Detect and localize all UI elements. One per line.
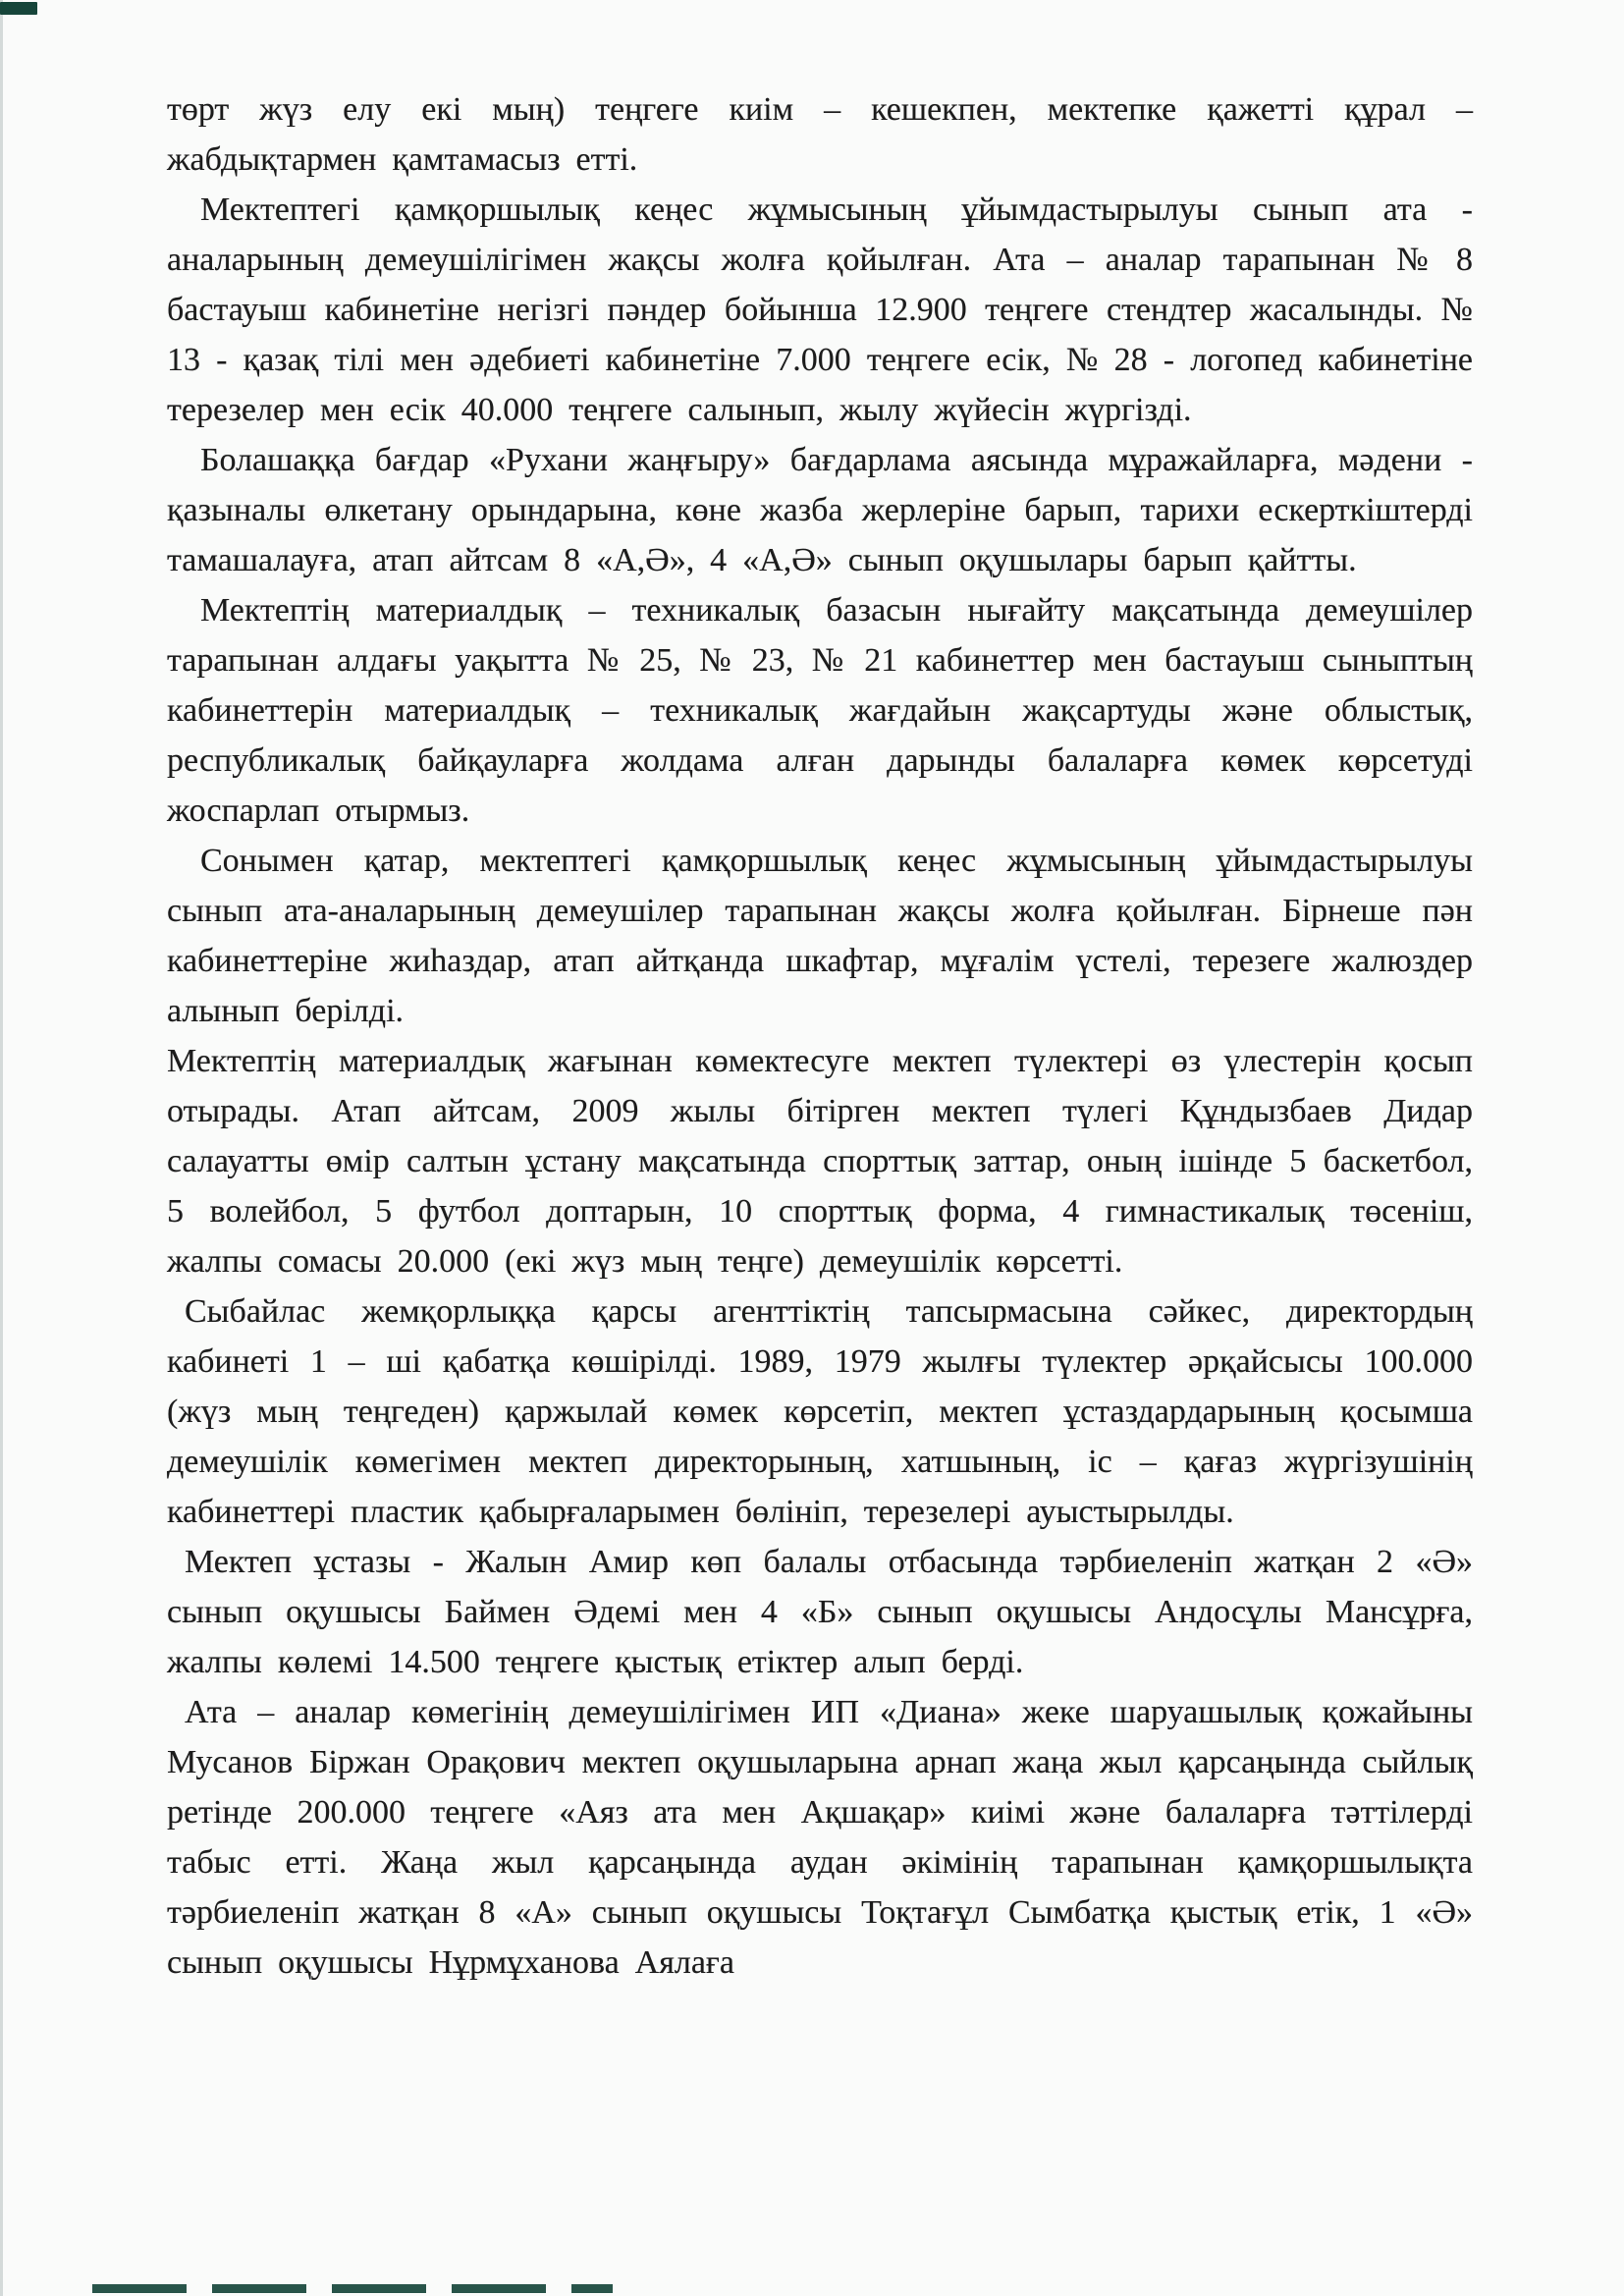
paragraph: Мектептегі қамқоршылық кеңес жұмысының ұйымдастырылуы сынып ата - аналарының демеушілігімен жақсы жолға қойылған. Ата – аналар тарапынан № 8 бастауыш кабинетіне негізгі пәндер бойынша 12.900 теңгеге стендтер жасалынды. № 13 - қазақ тілі мен әдебиеті кабинетіне 7.000 теңгеге есік, № 28 - логопед кабинетіне терезелер мен есік 40.000 теңгеге салынып, жылу жүйесін жүргізді. [167, 191, 1473, 428]
paragraph: Ата – аналар көмегінің демеушілігімен ИП «Диана» жеке шаруашылық қожайыны Мусанов Біржан Орақович мектеп оқушыларына арнап жаңа жыл қарсаңында сыйлық ретінде 200.000 теңгеге «Аяз ата мен Ақшақар» киімі және балаларға тәттілерді табыс етті. Жаңа жыл қарсаңында аудан әкімінің тарапынан қамқоршылықта тәрбиеленіп жатқан 8 «А» сынып оқушысы Тоқтағұл Сымбатқа қыстық етік, 1 «Ә» сынып оқушысы Нұрмұханова Аялаға [167, 1694, 1473, 1981]
paragraph: Болашаққа бағдар «Рухани жаңғыру» бағдарлама аясында мұражайларға, мәдени - қазыналы өлкетану орындарына, көне жазба жерлеріне барып, тарихи ескерткіштерді тамашалауға, атап айтсам 8 «А,Ә», 4 «А,Ә» сынып оқушылары барып қайтты. [167, 442, 1473, 578]
scan-edge-line-left [0, 0, 3, 2296]
scan-artifact-corner-mark [0, 2, 37, 15]
document-text-block [167, 84, 1473, 1988]
paragraph: төрт жүз елу екі мың) теңгеге киім – кешекпен, мектепке қажетті құрал – жабдықтармен қамтамасыз етті. [167, 91, 1473, 178]
paragraph: Мектеп ұстазы - Жалын Амир көп балалы отбасында тәрбиеленіп жатқан 2 «Ә» сынып оқушысы Баймен Әдемі мен 4 «Б» сынып оқушысы Андосұлы Мансұрға, жалпы көлемі 14.500 теңгеге қыстық етіктер алып берді. [167, 1544, 1473, 1680]
paragraph: Мектептің материалдық жағынан көмектесуге мектеп түлектері өз үлестерін қосып отырады. Атап айтсам, 2009 жылы бітірген мектеп түлегі Құндызбаев Дидар салауатты өмір салтын ұстану мақсатында спорттық заттар, оның ішінде 5 баскетбол, 5 волейбол, 5 футбол доптарын, 10 спорттық форма, 4 гимнастикалық төсеніш, жалпы сомасы 20.000 (екі жүз мың теңге) демеушілік көрсетті. [167, 1043, 1473, 1280]
scan-artifact-bottom-strip [92, 2284, 613, 2293]
paragraph: Сонымен қатар, мектептегі қамқоршылық кеңес жұмысының ұйымдастырылуы сынып ата-аналарының демеушілер тарапынан жақсы жолға қойылған. Бірнеше пән кабинеттеріне жиһаздар, атап айтқанда шкафтар, мұғалім үстелі, терезеге жалюздер алынып берілді. [167, 843, 1473, 1029]
paragraph: Мектептің материалдық – техникалық базасын нығайту мақсатында демеушілер тарапынан алдағы уақытта № 25, № 23, № 21 кабинеттер мен бастауыш сыныптың кабинеттерін материалдық – техникалық жағдайын жақсартуды және облыстық, республикалық байқауларға жолдама алған дарынды балаларға көмек көрсетуді жоспарлап отырмыз. [167, 592, 1473, 829]
paragraph: Сыбайлас жемқорлыққа қарсы агенттіктің тапсырмасына сәйкес, директордың кабинеті 1 – ші қабатқа көшірілді. 1989, 1979 жылғы түлектер әрқайсысы 100.000 (жүз мың теңгеден) қаржылай көмек көрсетіп, мектеп ұстаздардарының қосымша демеушілік көмегімен мектеп директорының, хатшының, іс – қағаз жүргізушінің кабинеттері пластик қабырғаларымен бөлініп, терезелері ауыстырылды. [167, 1293, 1473, 1530]
